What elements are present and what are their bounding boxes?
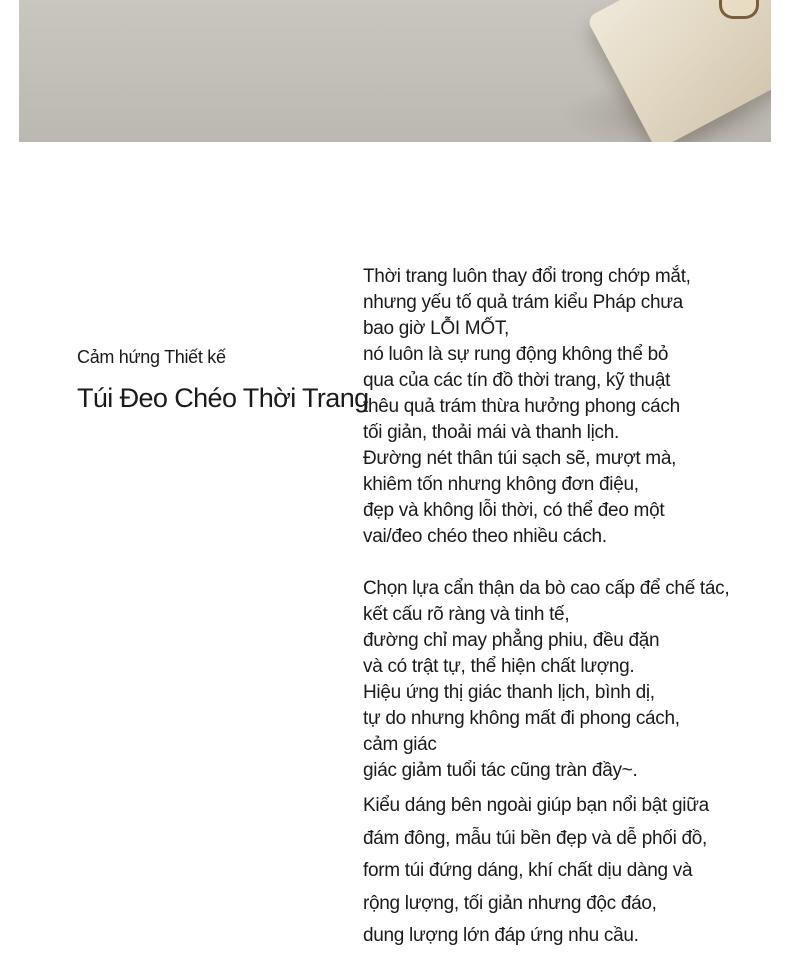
description-line: Hiệu ứng thị giác thanh lịch, bình dị, [363,682,655,703]
bag-clasp-detail [719,0,759,19]
description-line: giác giảm tuổi tác cũng tràn đầy~. [363,760,638,781]
description-line: dung lượng lớn đáp ứng nhu cầu. [363,925,639,946]
description-line: nhưng yếu tố quả trám kiểu Pháp chưa [363,292,683,313]
description-line: đám đông, mẫu túi bền đẹp và dễ phối đồ, [363,827,707,849]
description-line: khiêm tốn nhưng không đơn điệu, [363,474,639,495]
description-line: vai/đeo chéo theo nhiều cách. [363,526,607,547]
description-line: Kiểu dáng bên ngoài giúp bạn nổi bật giữa [363,795,709,816]
description-line: đường chỉ may phẳng phiu, đều đặn [363,630,660,651]
description-line: và có trật tự, thể hiện chất lượng. [363,656,635,677]
description-line: bao giờ LỖI MỐT, [363,318,509,339]
description-line: tối giản, thoải mái và thanh lịch. [363,422,619,443]
description-line: form túi đứng dáng, khí chất dịu dàng và [363,860,693,881]
description-line: đẹp và không lỗi thời, có thể đeo một [363,500,665,521]
description-line: rộng lượng, tối giản nhưng độc đáo, [363,892,657,914]
description-paragraph-2 [363,576,783,784]
product-photo-banner [19,0,771,142]
product-title: Túi Đeo Chéo Thời Trang [77,383,369,413]
description-paragraph-3 [363,790,783,953]
description-line: cảm giác [363,734,437,755]
description-line: nó luôn là sự rung động không thể bỏ [363,344,669,365]
description-line: Chọn lựa cẩn thận da bò cao cấp để chế tác, [363,578,730,599]
description-line: Đường nét thân túi sạch sẽ, mượt mà, [363,448,677,469]
design-inspiration-label: Cảm hứng Thiết kế [77,347,226,367]
description-line: thêu quả trám thừa hưởng phong cách [363,396,680,417]
description-line: kết cấu rõ ràng và tinh tế, [363,604,570,625]
description-line: tự do nhưng không mất đi phong cách, [363,708,680,729]
description-paragraph-1 [363,264,783,550]
description-line: qua của các tín đồ thời trang, kỹ thuật [363,370,671,391]
description-line: Thời trang luôn thay đổi trong chớp mắt, [363,266,691,287]
